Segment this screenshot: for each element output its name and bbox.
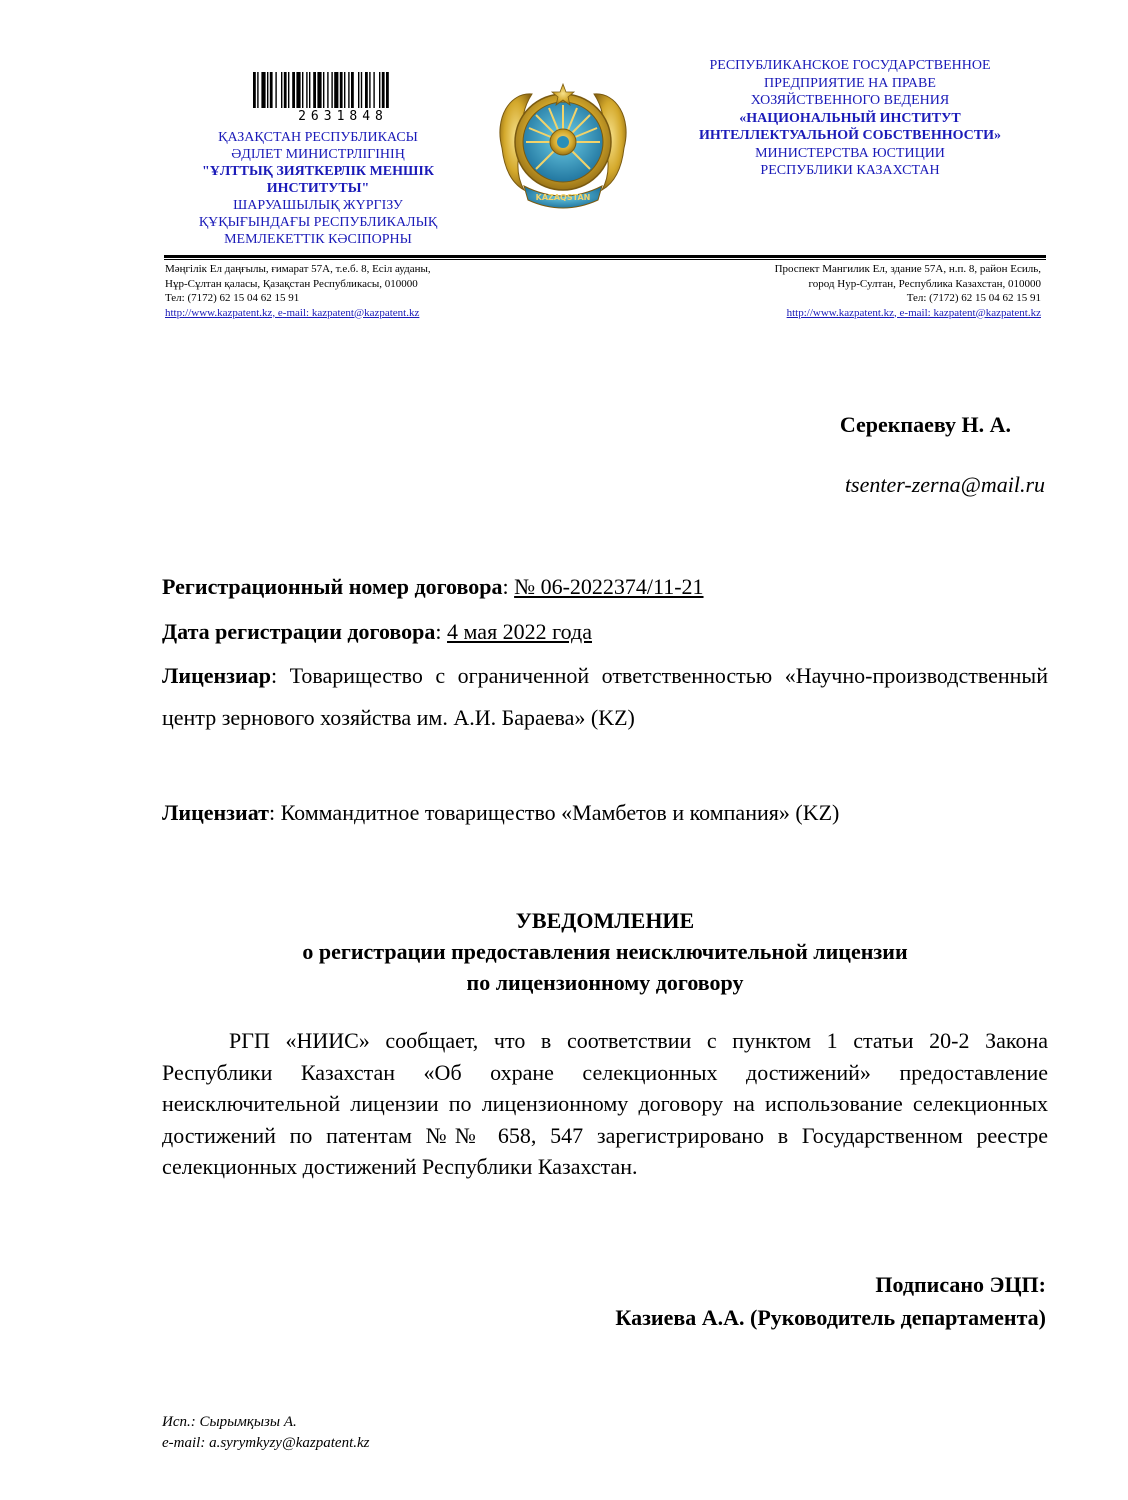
barcode-number: 2631848 xyxy=(298,109,388,124)
contact-link-ru[interactable]: http://www.kazpatent.kz, e-mail: kazpatent@kazpatent.kz xyxy=(786,306,1041,319)
licensor: Лицензиар: Товарищество с ограниченной ответственностью «Научно-производственный центр зернового хозяйства им. А.И. Бараева» (KZ) xyxy=(162,663,1048,730)
notice-title: УВЕДОМЛЕНИЕ о регистрации предоставления неисключительной лицензии по лицензионному договору xyxy=(302,908,908,995)
org-name-ru: РЕСПУБЛИКАНСКОЕ ГОСУДАРСТВЕННОЕ ПРЕДПРИЯТИЕ НА ПРАВЕ ХОЗЯЙСТВЕННОГО ВЕДЕНИЯ «НАЦИОНАЛЬНЫЙ ИНСТИТУТ ИНТЕЛЛЕКТУАЛЬНОЙ СОБСТВЕННОСТИ» МИНИСТЕРСТВА ЮСТИЦИИ РЕСПУБЛИКИ КАЗАХСТАН xyxy=(699,58,1001,178)
state-emblem-icon xyxy=(490,78,636,218)
registration-number: Регистрационный номер договора: № 06-2022374/11-21 xyxy=(162,574,704,599)
contact-link-kz[interactable]: http://www.kazpatent.kz, e-mail: kazpatent@kazpatent.kz xyxy=(165,306,420,319)
licensee: Лицензиат: Коммандитное товарищество «Мамбетов и компания» (KZ) xyxy=(162,800,840,825)
address-kz: Мәңгілік Ел даңғылы, ғимарат 57А, т.е.б. 8, Есіл ауданы, Нұр-Сұлтан қаласы, Қазақстан Республикасы, 010000 Тел: (7172) 62 15 04 62 15 91 http://www.kazpatent.kz, e-mail: kazpatent@kazpatent.kz xyxy=(165,263,431,319)
recipient-name: Серекпаеву Н. А. xyxy=(839,412,1011,437)
address-ru: Проспект Мангилик Ел, здание 57А, н.п. 8, район Есиль, город Нур-Султан, Республика Казахстан, 010000 Тел: (7172) 62 15 04 62 15 91 http://www.kazpatent.kz, e-mail: kazpatent@kazpatent.kz xyxy=(774,263,1041,319)
svg-text:KAZAQSTAN: KAZAQSTAN xyxy=(535,193,591,202)
signature-block: Подписано ЭЦП: Казиева А.А. (Руководитель департамента) xyxy=(615,1272,1046,1330)
executor-info: Исп.: Сырымқызы А. e-mail: a.syrymkyzy@kazpatent.kz xyxy=(162,1414,370,1451)
notice-body: РГП «НИИС» сообщает, что в соответствии с пунктом 1 статьи 20-2 Закона Республики Казахстан «Об охране селекционных достижений» предоставление неисключительной лицензии по лицензионному договору на использование селекционных достижений по патентам №№ 658, 547 зарегистрировано в Государственном реестре селекционных достижений Республики Казахстан. xyxy=(162,1028,1048,1179)
header-divider xyxy=(164,255,1046,258)
org-name-kz: ҚАЗАҚСТАН РЕСПУБЛИКАСЫ ӘДІЛЕТ МИНИСТРЛІГІНІҢ "ҰЛТТЫҚ ЗИЯТКЕРЛІК МЕНШІК ИНСТИТУТЫ" ШАРУАШЫЛЫҚ ЖҮРГІЗУ ҚҰҚЫҒЫНДАҒЫ РЕСПУБЛИКАЛЫҚ МЕМЛЕКЕТТІК КӘСІПОРНЫ xyxy=(198,130,438,247)
barcode xyxy=(253,72,433,108)
header-divider-thin xyxy=(164,259,1046,260)
registration-date: Дата регистрации договора: 4 мая 2022 года xyxy=(162,619,592,644)
recipient-email: tsenter-zerna@mail.ru xyxy=(844,472,1045,497)
